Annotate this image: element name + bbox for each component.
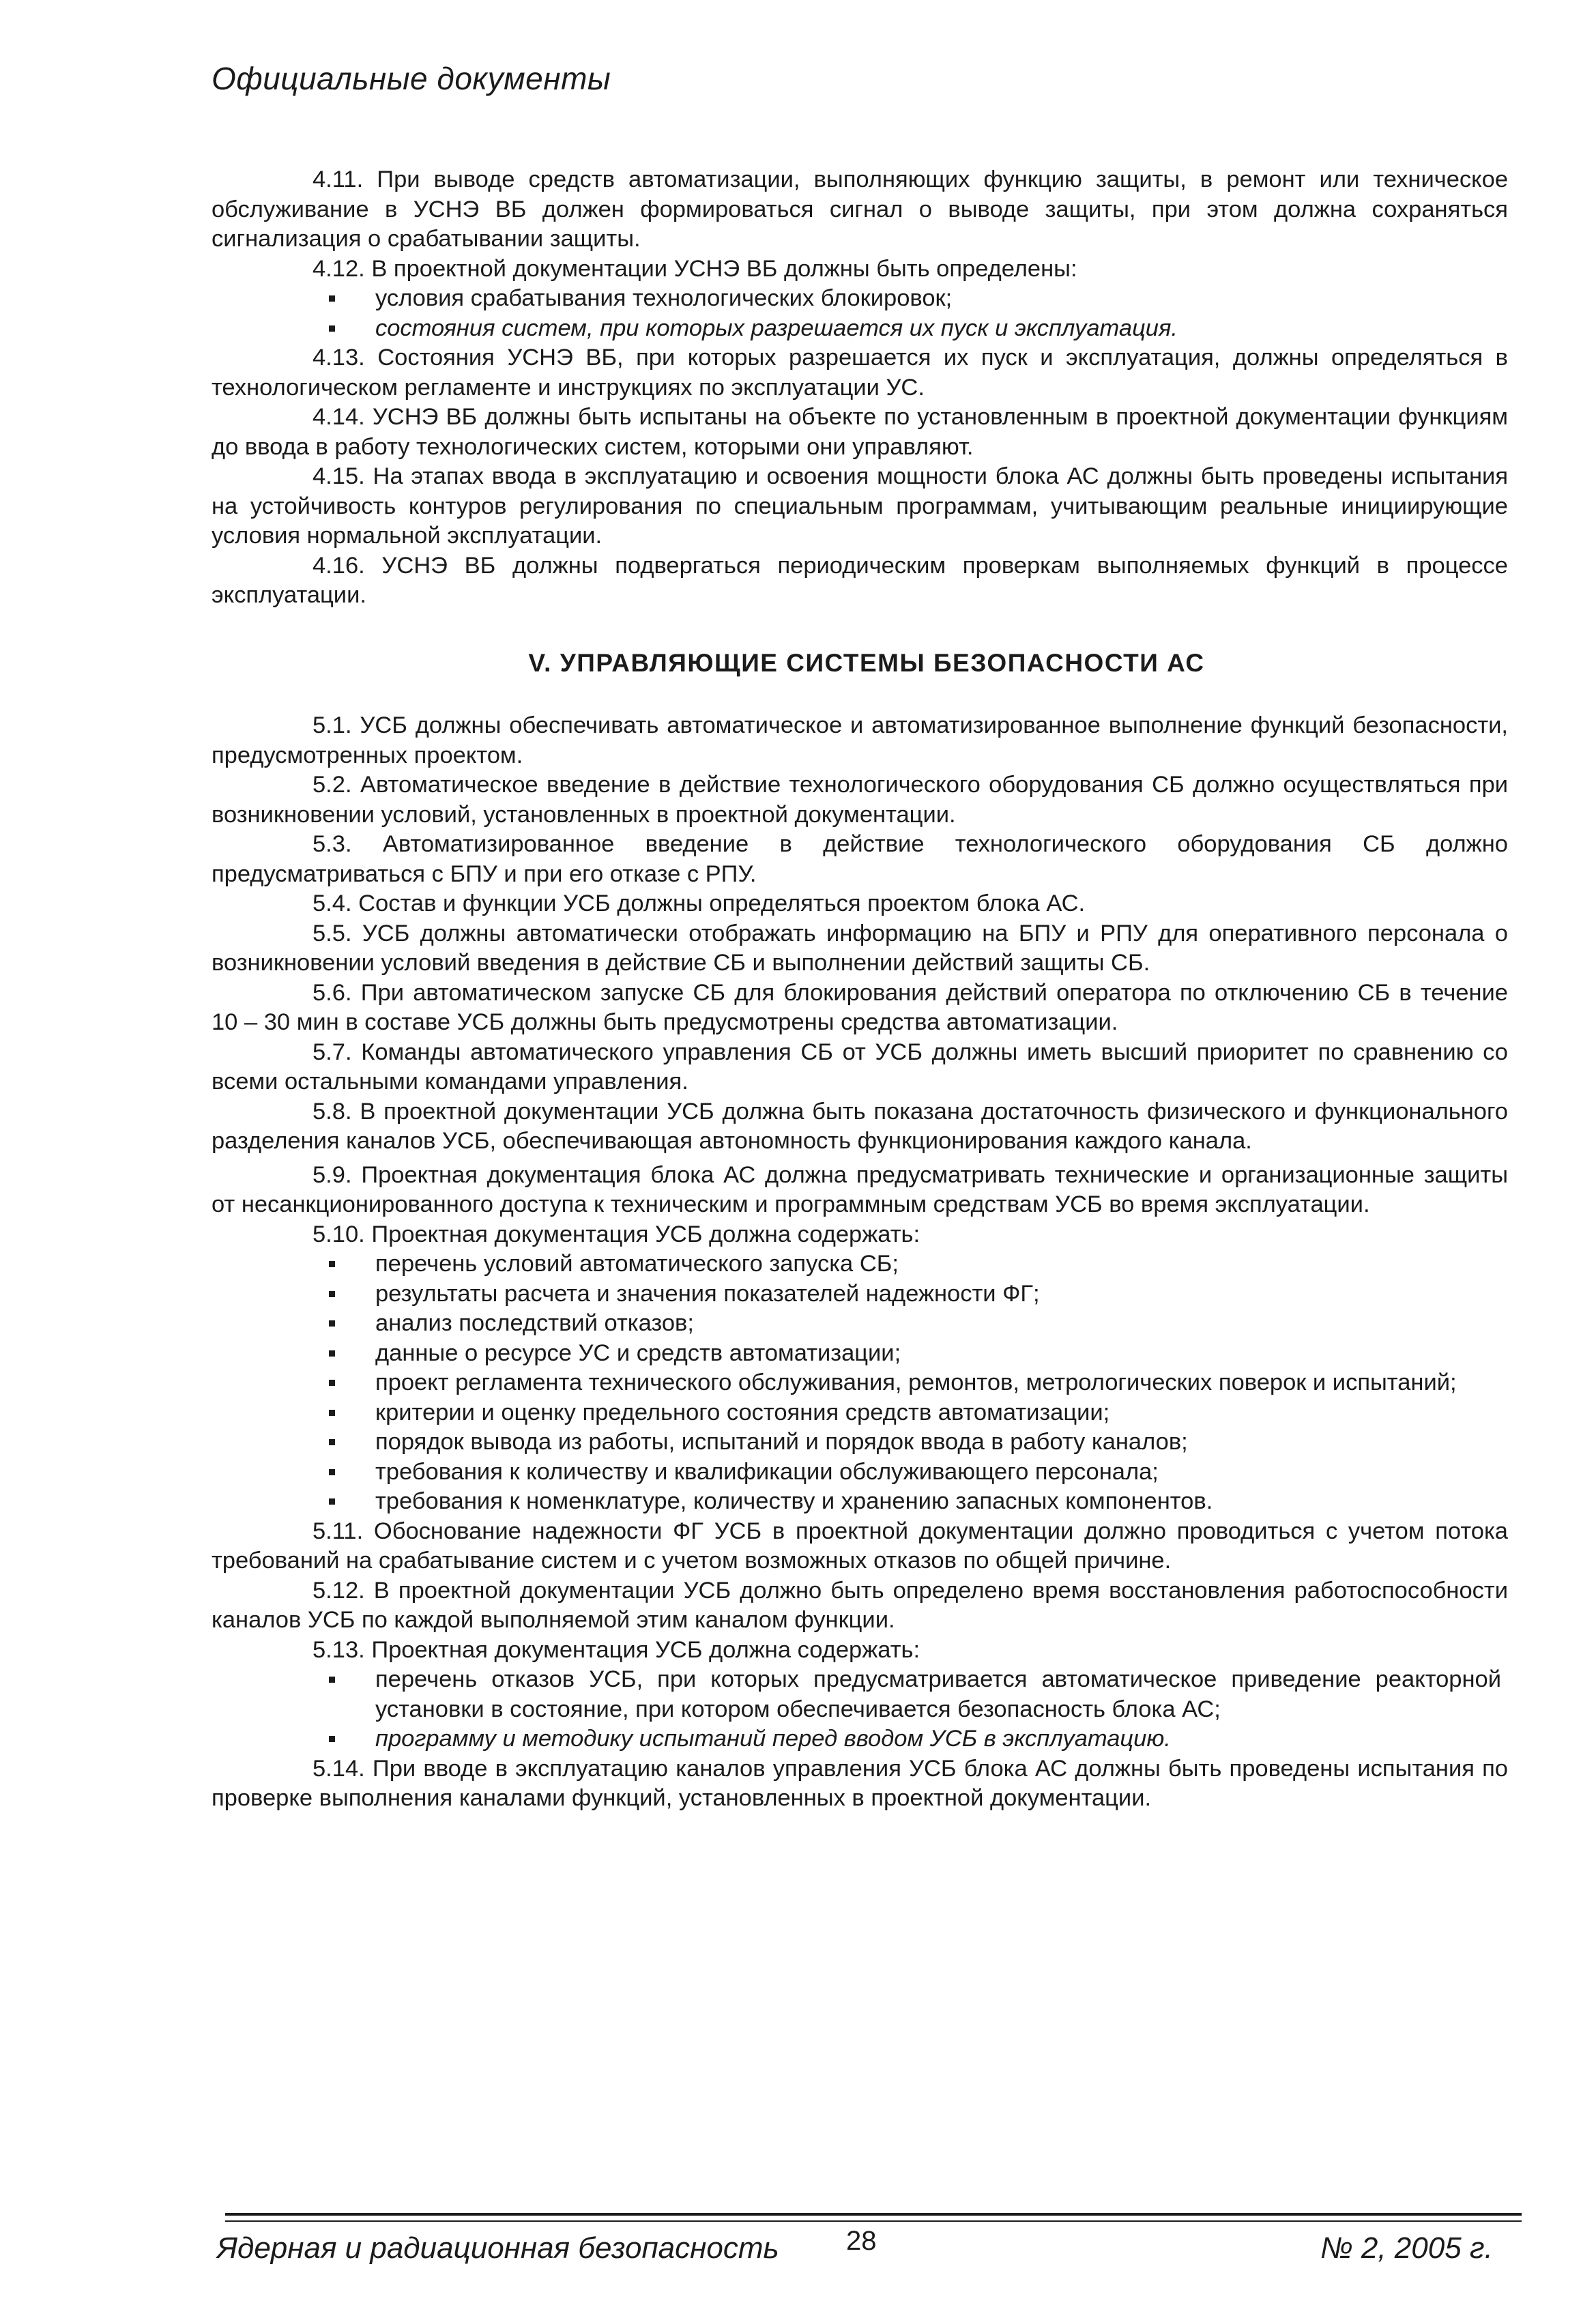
paragraph-5-3: 5.3. Автоматизированное введение в действие технологического оборудования СБ должно предусматриваться с БПУ и при его отказе с РПУ.	[212, 831, 1508, 887]
paragraph-5-7: 5.7. Команды автоматического управления СБ от УСБ должны иметь высший приоритет по сравнению со всеми остальными командами управления.	[212, 1039, 1508, 1095]
list-item: требования к номенклатуре, количеству и хранению запасных компонентов.	[212, 1487, 1508, 1517]
list-item: условия срабатывания технологических блокировок;	[212, 284, 1508, 314]
list-item: критерии и оценку предельного состояния средств автоматизации;	[212, 1398, 1508, 1428]
paragraph-5-9: 5.9. Проектная документация блока АС должна предусматривать технические и организационные защиты от несанкционированного доступа к техническим и программным средствам УСБ во время эксплуатации.	[212, 1161, 1508, 1217]
list-item: результаты расчета и значения показателей надежности ФГ;	[212, 1279, 1508, 1309]
section-heading: V. УПРАВЛЯЮЩИЕ СИСТЕМЫ БЕЗОПАСНОСТИ АС	[528, 648, 1205, 677]
paragraph-5-13: 5.13. Проектная документация УСБ должна содержать:	[313, 1636, 920, 1663]
paragraph-5-10: 5.10. Проектная документация УСБ должна содержать:	[313, 1221, 920, 1247]
list-item: данные о ресурсе УС и средств автоматизации;	[212, 1339, 1508, 1369]
paragraph-4-15: 4.15. На этапах ввода в эксплуатацию и освоения мощности блока АС должны быть проведены испытания на устойчивость контуров регулирования по специальным программам, учитывающим реальные инициирующие условия нормальной эксплуатации.	[212, 463, 1508, 549]
paragraph-4-16: 4.16. УСНЭ ВБ должны подвергаться периодическим проверкам выполняемых функций в процессе эксплуатации.	[212, 552, 1508, 608]
paragraph-5-5: 5.5. УСБ должны автоматически отображать информацию на БПУ и РПУ для оперативного персонала о возникновении условий введения в действие СБ и выполнении действий защиты СБ.	[212, 920, 1508, 976]
paragraph-5-1: 5.1. УСБ должны обеспечивать автоматическое и автоматизированное выполнение функций безопасности, предусмотренных проектом.	[212, 712, 1508, 768]
paragraph-5-12: 5.12. В проектной документации УСБ должно быть определено время восстановления работоспособности каналов УСБ по каждой выполняемой этим каналом функции.	[212, 1577, 1508, 1633]
list-item: анализ последствий отказов;	[212, 1309, 1508, 1339]
footer-rule-thick	[225, 2213, 1522, 2216]
list-item: порядок вывода из работы, испытаний и порядок ввода в работу каналов;	[212, 1428, 1508, 1458]
paragraph-4-12: 4.12. В проектной документации УСНЭ ВБ должны быть определены:	[313, 255, 1077, 282]
paragraph-4-14: 4.14. УСНЭ ВБ должны быть испытаны на объекте по установленным в проектной документации функциям до ввода в работу технологических систем, которыми они управляют.	[212, 404, 1508, 460]
paragraph-4-13: 4.13. Состояния УСНЭ ВБ, при которых разрешается их пуск и эксплуатация, должны определяться в технологическом регламенте и инструкциях по эксплуатации УС.	[212, 345, 1508, 401]
list-item: состояния систем, при которых разрешается их пуск и эксплуатация.	[212, 314, 1508, 344]
list-item: требования к количеству и квалификации обслуживающего персонала;	[212, 1458, 1508, 1488]
footer-issue: № 2, 2005 г.	[1320, 2231, 1493, 2265]
list-5-13	[212, 1665, 1508, 1754]
paragraph-5-4: 5.4. Состав и функции УСБ должны определяться проектом блока АС.	[313, 890, 1086, 916]
paragraph-5-11: 5.11. Обоснование надежности ФГ УСБ в проектной документации должно проводиться с учетом потока требований на срабатывание систем и с учетом возможных отказов по общей причине.	[212, 1518, 1508, 1574]
list-item: перечень отказов УСБ, при которых предусматривается автоматическое приведение реакторной установки в состояние, при котором обеспечивается безопасность блока АС;	[212, 1665, 1508, 1724]
document-body	[212, 165, 1508, 1814]
paragraph-5-6: 5.6. При автоматическом запуске СБ для блокирования действий оператора по отключению СБ в течение 10 – 30 мин в составе УСБ должны быть предусмотрены средства автоматизации.	[212, 979, 1508, 1035]
running-header: Официальные документы	[212, 61, 611, 96]
list-5-10	[212, 1249, 1508, 1517]
paragraph-5-2: 5.2. Автоматическое введение в действие технологического оборудования СБ должно осуществляться при возникновении условий, установленных в проектной документации.	[212, 772, 1508, 828]
page-number: 28	[846, 2226, 877, 2256]
list-item: программу и методику испытаний перед вводом УСБ в эксплуатацию.	[212, 1724, 1508, 1754]
paragraph-4-11: 4.11. При выводе средств автоматизации, выполняющих функцию защиты, в ремонт или техническое обслуживание в УСНЭ ВБ должен формироваться сигнал о выводе защиты, при этом должна сохраняться сигнализация о срабатывании защиты.	[212, 166, 1508, 252]
paragraph-5-14: 5.14. При вводе в эксплуатацию каналов управления УСБ блока АС должны быть проведены испытания по проверке выполнения каналами функций, установленных в проектной документации.	[212, 1755, 1508, 1811]
paragraph-5-8: 5.8. В проектной документации УСБ должна быть показана достаточность физического и функционального разделения каналов УСБ, обеспечивающая автономность функционирования каждого канала.	[212, 1098, 1508, 1154]
list-item: проект регламента технического обслуживания, ремонтов, метрологических поверок и испытаний;	[212, 1368, 1508, 1398]
footer-rule-thin	[225, 2220, 1522, 2222]
list-item: перечень условий автоматического запуска СБ;	[212, 1249, 1508, 1279]
footer-journal-title: Ядерная и радиационная безопасность	[217, 2231, 779, 2265]
list-4-12	[212, 284, 1508, 343]
